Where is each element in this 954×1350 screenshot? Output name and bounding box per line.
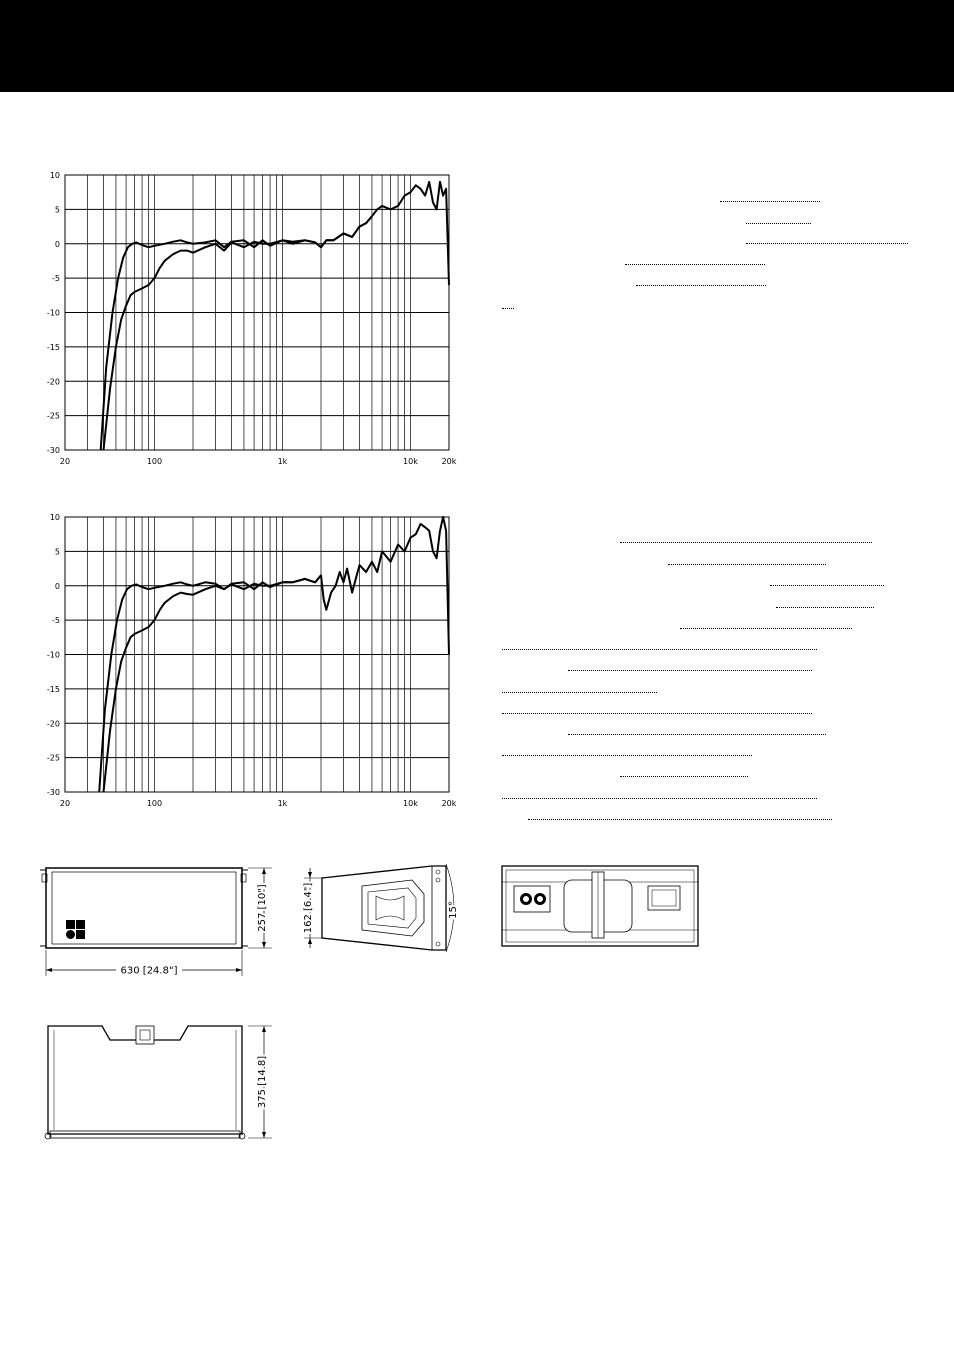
x-tick-label: 20 — [59, 799, 71, 808]
frequency-response-chart-1 — [30, 165, 460, 470]
y-tick-label: -5 — [52, 616, 60, 626]
x-tick-label: 1k — [277, 799, 288, 808]
y-tick-label: -10 — [46, 308, 60, 318]
y-tick-label: 5 — [54, 547, 60, 557]
spec-leader — [668, 564, 826, 565]
front-height-dimension: 257 [10"] — [257, 884, 268, 932]
chart-2-svg — [30, 507, 460, 812]
rear-view-drawing — [498, 862, 704, 952]
y-tick-label: 5 — [54, 205, 60, 215]
y-tick-label: -15 — [46, 342, 60, 352]
y-tick-label: -15 — [46, 684, 60, 694]
y-tick-label: -30 — [46, 788, 60, 797]
brand-logo-mark — [66, 920, 85, 939]
header-bar — [0, 0, 954, 92]
y-tick-label: 0 — [54, 581, 60, 591]
spec-leader — [502, 798, 817, 799]
response-curve-2 — [104, 216, 372, 450]
response-curve-1 — [101, 182, 449, 450]
spec-leader — [620, 542, 872, 543]
spec-leader — [568, 670, 812, 671]
spec-leader — [636, 285, 766, 286]
y-tick-label: -25 — [46, 411, 60, 421]
spec-leader — [770, 585, 884, 586]
top-view-drawing — [36, 1018, 286, 1148]
front-width-dimension: 630 [24.8"] — [120, 965, 178, 977]
spec-leader — [720, 201, 820, 202]
chart-1-svg — [30, 165, 460, 470]
y-tick-label: -10 — [46, 650, 60, 660]
x-tick-label: 20k — [441, 799, 457, 808]
spec-leader — [568, 734, 826, 735]
x-tick-label: 1k — [277, 457, 288, 466]
spec-leader — [620, 776, 748, 777]
y-tick-label: -25 — [46, 753, 60, 763]
speakon-connector-panel — [514, 886, 550, 912]
y-tick-label: 10 — [49, 171, 60, 180]
frequency-response-chart-2 — [30, 507, 460, 812]
y-tick-label: -5 — [52, 274, 60, 284]
y-tick-label: -20 — [46, 719, 60, 729]
spec-leader — [746, 223, 811, 224]
spec-leader — [502, 308, 514, 309]
spec-leader — [528, 819, 832, 820]
spec-leader — [746, 243, 908, 244]
side-view-drawing — [296, 858, 476, 958]
x-tick-label: 10k — [403, 457, 418, 466]
y-tick-label: -20 — [46, 377, 60, 387]
spec-leader — [502, 692, 657, 693]
spec-leader — [502, 649, 817, 650]
spec-leader — [625, 264, 765, 265]
front-view-drawing — [36, 858, 286, 980]
x-tick-label: 20k — [441, 457, 457, 466]
x-tick-label: 100 — [146, 799, 163, 808]
spec-leader — [680, 628, 852, 629]
y-tick-label: 0 — [54, 239, 60, 249]
spec-leader — [502, 713, 812, 714]
side-angle-dimension: 15° — [448, 901, 459, 919]
side-height-dimension: 162 [6.4"] — [303, 882, 314, 934]
spec-leader — [502, 755, 752, 756]
spec-leader — [776, 607, 874, 608]
x-tick-label: 10k — [403, 799, 418, 808]
y-tick-label: 10 — [49, 513, 60, 522]
y-tick-label: -30 — [46, 446, 60, 455]
top-depth-dimension: 375 [14.8] — [257, 1055, 268, 1109]
response-curve-2 — [104, 575, 322, 792]
x-tick-label: 20 — [59, 457, 71, 466]
x-tick-label: 100 — [146, 457, 163, 466]
